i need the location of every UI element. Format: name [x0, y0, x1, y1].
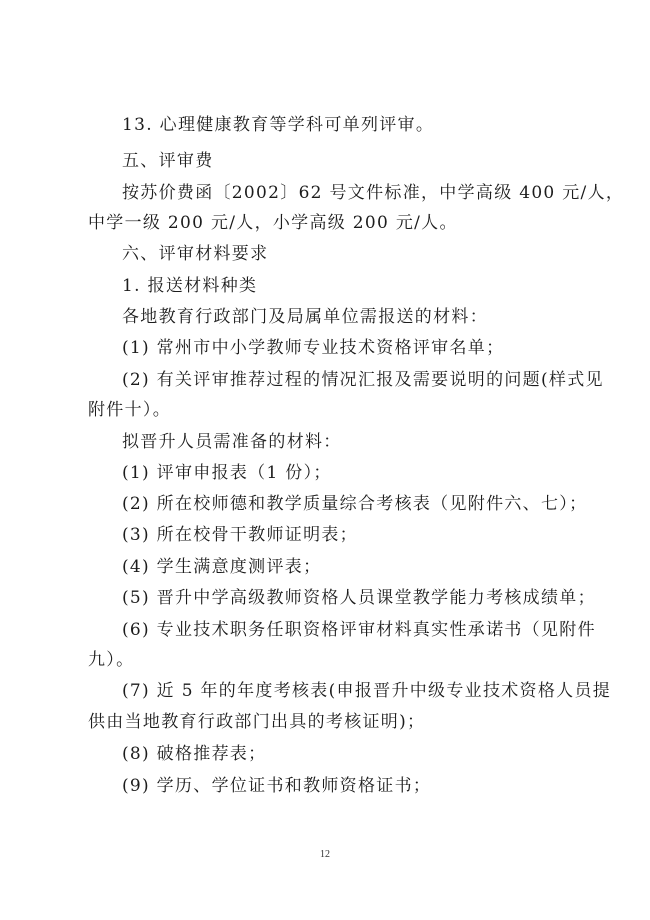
text-line: 中学一级 200 元/人，小学高级 200 元/人。 [88, 213, 458, 233]
list-item: (4) 学生满意度测评表； [122, 557, 322, 577]
text-line: 供由当地教育行政部门出具的考核证明)； [88, 712, 426, 732]
text-line: 九）。 [88, 650, 135, 670]
list-item: (3) 所在校骨干教师证明表； [122, 525, 358, 545]
list-item: (6) 专业技术职务任职资格评审材料真实性承诺书（见附件 [122, 620, 596, 640]
list-item: (7) 近 5 年的年度考核表(申报晋升中级专业技术资格人员提 [122, 681, 612, 701]
text-line: 13. 心理健康教育等学科可单列评审。 [122, 115, 435, 135]
list-item: (1) 常州市中小学教师专业技术资格评审名单； [122, 338, 505, 358]
list-item: (2) 有关评审推荐过程的情况汇报及需要说明的问题(样式见 [122, 370, 604, 390]
list-item: (5) 晋升中学高级教师资格人员课堂教学能力考核成绩单； [122, 588, 596, 608]
text-line: 附件十）。 [88, 400, 171, 420]
subsection-heading: 1. 报送材料种类 [122, 276, 258, 296]
text-line: 各地教育行政部门及局属单位需报送的材料： [122, 307, 488, 327]
list-item: (2) 所在校师德和教学质量综合考核表（见附件六、七）； [122, 494, 588, 514]
page-number: 12 [320, 849, 330, 860]
section-heading: 五、评审费 [122, 151, 214, 171]
section-heading: 六、评审材料要求 [122, 244, 269, 264]
text-line: 拟晋升人员需准备的材料： [122, 432, 342, 452]
text-line: 按苏价费函〔2002〕62 号文件标准，中学高级 400 元/人， [122, 183, 625, 203]
list-item: (1) 评审申报表（1 份）； [122, 463, 332, 483]
list-item: (8) 破格推荐表； [122, 744, 267, 764]
list-item: (9) 学历、学位证书和教师资格证书； [122, 776, 432, 796]
